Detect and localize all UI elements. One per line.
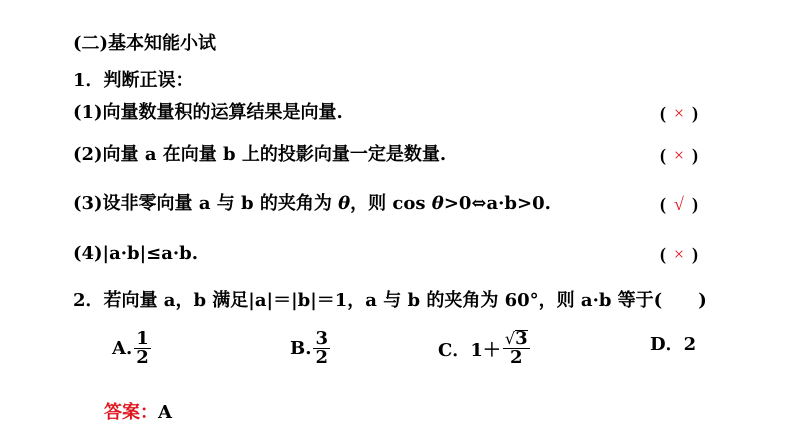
paren-close: ) <box>692 194 698 214</box>
paren-open: ( <box>660 194 666 214</box>
q1-item-1-answer <box>660 102 698 124</box>
section-title: (二)基本知能小试 <box>73 33 217 54</box>
theta-symbol: θ <box>431 193 444 214</box>
paren-open: ( <box>660 244 666 264</box>
denominator: 2 <box>136 347 149 368</box>
q1-item-3-part: >0⇔a·b>0. <box>443 193 551 214</box>
cross-mark-icon: × <box>673 103 685 123</box>
denominator: 2 <box>315 347 329 368</box>
fraction <box>503 330 530 367</box>
q1-item-3-part: ，则 cos <box>350 193 432 214</box>
cross-mark-icon: × <box>673 145 685 165</box>
cross-mark-icon: × <box>673 244 685 264</box>
square-root <box>505 330 528 348</box>
q1-item-3 <box>73 193 551 215</box>
fraction <box>134 330 151 367</box>
answer-line <box>104 398 172 424</box>
q1-item-4: (4)|a·b|≤a·b. <box>73 243 199 264</box>
denominator: 2 <box>509 347 523 368</box>
q2-option-c <box>438 330 530 367</box>
numerator: 3 <box>315 328 329 349</box>
theta-symbol: θ <box>338 193 351 214</box>
answer-label: 答案： <box>104 402 158 423</box>
option-label: C．1＋ <box>438 339 501 361</box>
option-label: D．2 <box>650 334 697 355</box>
paren-close: ) <box>692 103 698 123</box>
paren-close: ) <box>692 244 698 264</box>
paren-open: ( <box>660 103 666 123</box>
q2-option-d <box>650 330 696 356</box>
q1-item-4-answer <box>660 243 698 265</box>
answer-value: A <box>158 402 172 423</box>
fraction <box>313 330 330 367</box>
radicand: 3 <box>515 328 528 349</box>
radical-sign: √ <box>504 329 516 348</box>
option-label: B. <box>290 338 312 359</box>
q1-stem: 1．判断正误： <box>73 70 194 91</box>
q1-item-2: (2)向量 a 在向量 b 上的投影向量一定是数量. <box>73 144 447 165</box>
paren-close: ) <box>692 145 698 165</box>
q1-item-2-answer <box>660 144 698 166</box>
paren-open: ( <box>660 145 666 165</box>
numerator: 1 <box>136 328 149 349</box>
check-mark-icon: √ <box>674 194 684 214</box>
q2-stem: 2．若向量 a，b 满足|a|＝|b|＝1，a 与 b 的夹角为 60°，则 a·b 等于( ) <box>73 290 707 311</box>
q2-option-b <box>290 330 330 367</box>
q1-item-1: (1)向量数量积的运算结果是向量. <box>73 102 343 123</box>
q2-option-a <box>112 330 151 367</box>
option-label: A. <box>112 338 133 359</box>
q1-item-3-part: (3)设非零向量 a 与 b 的夹角为 <box>73 193 339 214</box>
q1-item-3-answer <box>660 193 698 215</box>
